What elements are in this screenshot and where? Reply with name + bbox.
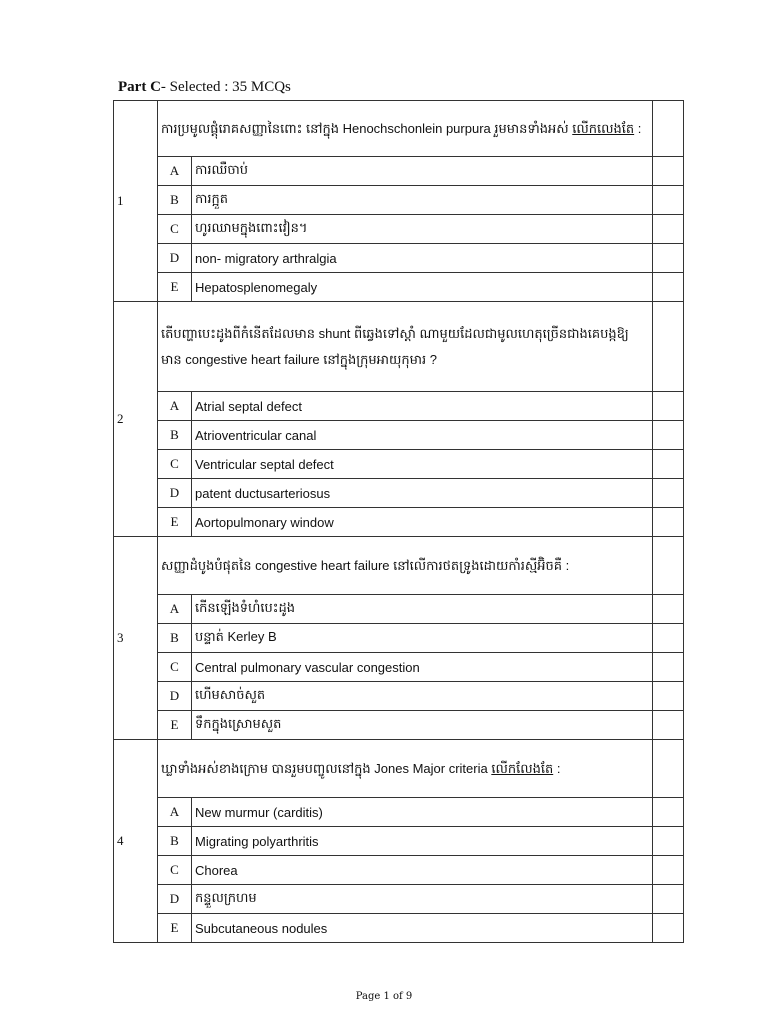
option-row: [114, 624, 684, 653]
except-underline: លើកលេងតែ: [572, 120, 635, 136]
option-row: [114, 421, 684, 450]
option-text: កើនឡើងទំហំបេះដូង: [192, 595, 653, 624]
section-heading: [118, 79, 291, 96]
option-text: Migrating polyarthritis: [192, 827, 653, 856]
option-row: [114, 827, 684, 856]
question-text: សញ្ញាដំបូងបំផុតនៃ congestive heart failure នៅលើការថតទ្រូងដោយកាំរស្មីអ៊ិចគឺ :: [158, 537, 653, 595]
option-letter: B: [158, 827, 192, 856]
option-row: [114, 711, 684, 740]
option-text: non- migratory arthralgia: [192, 244, 653, 273]
option-letter: A: [158, 798, 192, 827]
answer-cell[interactable]: [653, 537, 684, 595]
answer-cell[interactable]: [653, 624, 684, 653]
part-subtitle: - Selected : 35 MCQs: [160, 79, 291, 95]
option-letter: B: [158, 624, 192, 653]
question-row: [114, 537, 684, 595]
part-label: Part C: [118, 79, 161, 95]
question-number: 3: [114, 537, 158, 740]
option-row: [114, 157, 684, 186]
answer-cell[interactable]: [653, 508, 684, 537]
answer-cell[interactable]: [653, 392, 684, 421]
answer-cell[interactable]: [653, 856, 684, 885]
answer-cell[interactable]: [653, 595, 684, 624]
option-text: ការឈឺចាប់: [192, 157, 653, 186]
answer-cell[interactable]: [653, 421, 684, 450]
answer-cell[interactable]: [653, 914, 684, 943]
answer-cell[interactable]: [653, 101, 684, 157]
question-row: [114, 302, 684, 392]
answer-cell[interactable]: [653, 450, 684, 479]
option-letter: B: [158, 186, 192, 215]
option-letter: E: [158, 273, 192, 302]
mcq-table: [113, 100, 684, 943]
option-row: [114, 273, 684, 302]
option-letter: A: [158, 595, 192, 624]
option-row: [114, 885, 684, 914]
option-letter: C: [158, 215, 192, 244]
answer-cell[interactable]: [653, 302, 684, 392]
option-letter: D: [158, 682, 192, 711]
option-row: [114, 392, 684, 421]
question-text: តើបញ្ហាបេះដូងពីកំនើតដែលមាន shunt ពីឆ្វេងទៅស្តាំ ណាមួយដែលជាមូលហេតុច្រើនជាងគេបង្កឱ្យមាន congestive heart failure នៅក្នុងក្រុមអាយុកុមារ ?: [158, 302, 653, 392]
option-text: Atrioventricular canal: [192, 421, 653, 450]
option-text: Atrial septal defect: [192, 392, 653, 421]
option-text: បន្ទាត់ Kerley B: [192, 624, 653, 653]
page-footer: Page 1 of 9: [355, 991, 413, 1002]
except-underline: លើកលែងតែ: [491, 760, 554, 776]
option-row: [114, 479, 684, 508]
option-letter: E: [158, 508, 192, 537]
option-letter: E: [158, 914, 192, 943]
answer-cell[interactable]: [653, 798, 684, 827]
option-text: ហូរឈាមក្នុងពោះវៀន។: [192, 215, 653, 244]
option-letter: D: [158, 885, 192, 914]
question-number: 2: [114, 302, 158, 537]
answer-cell[interactable]: [653, 186, 684, 215]
option-text: កន្ទួលក្រហម: [192, 885, 653, 914]
option-row: [114, 856, 684, 885]
option-text: Subcutaneous nodules: [192, 914, 653, 943]
option-letter: D: [158, 244, 192, 273]
option-row: [114, 508, 684, 537]
answer-cell[interactable]: [653, 244, 684, 273]
answer-cell[interactable]: [653, 653, 684, 682]
option-letter: A: [158, 392, 192, 421]
question-number: 1: [114, 101, 158, 302]
option-letter: C: [158, 653, 192, 682]
answer-cell[interactable]: [653, 885, 684, 914]
option-letter: C: [158, 450, 192, 479]
option-row: [114, 798, 684, 827]
question-number: 4: [114, 740, 158, 943]
option-text: Central pulmonary vascular congestion: [192, 653, 653, 682]
option-row: [114, 682, 684, 711]
option-letter: D: [158, 479, 192, 508]
answer-cell[interactable]: [653, 479, 684, 508]
question-text: ឃ្លាទាំងអស់ខាងក្រោម បានរួមបញ្ចូលនៅក្នុង Jones Major criteria លើកលែងតែ :: [158, 740, 653, 798]
option-text: New murmur (carditis): [192, 798, 653, 827]
answer-cell[interactable]: [653, 682, 684, 711]
option-row: [114, 244, 684, 273]
question-row: [114, 101, 684, 157]
answer-cell[interactable]: [653, 215, 684, 244]
option-row: [114, 595, 684, 624]
option-row: [114, 450, 684, 479]
option-letter: C: [158, 856, 192, 885]
answer-cell[interactable]: [653, 273, 684, 302]
option-letter: A: [158, 157, 192, 186]
option-row: [114, 215, 684, 244]
option-row: [114, 914, 684, 943]
option-row: [114, 653, 684, 682]
option-row: [114, 186, 684, 215]
question-text: ការប្រមូលផ្តុំរោគសញ្ញានៃពោះ នៅក្នុង Henochschonlein purpura រួមមានទាំងអស់ លើកលេងតែ :: [158, 101, 653, 157]
answer-cell[interactable]: [653, 827, 684, 856]
option-text: ការក្អួត: [192, 186, 653, 215]
option-text: Ventricular septal defect: [192, 450, 653, 479]
answer-cell[interactable]: [653, 711, 684, 740]
option-text: Hepatosplenomegaly: [192, 273, 653, 302]
answer-cell[interactable]: [653, 740, 684, 798]
question-row: [114, 740, 684, 798]
option-text: ទឹកក្នុងស្រោមសួត: [192, 711, 653, 740]
option-text: ហើមសាច់សួត: [192, 682, 653, 711]
answer-cell[interactable]: [653, 157, 684, 186]
option-text: patent ductusarteriosus: [192, 479, 653, 508]
option-letter: B: [158, 421, 192, 450]
option-text: Chorea: [192, 856, 653, 885]
option-text: Aortopulmonary window: [192, 508, 653, 537]
option-letter: E: [158, 711, 192, 740]
